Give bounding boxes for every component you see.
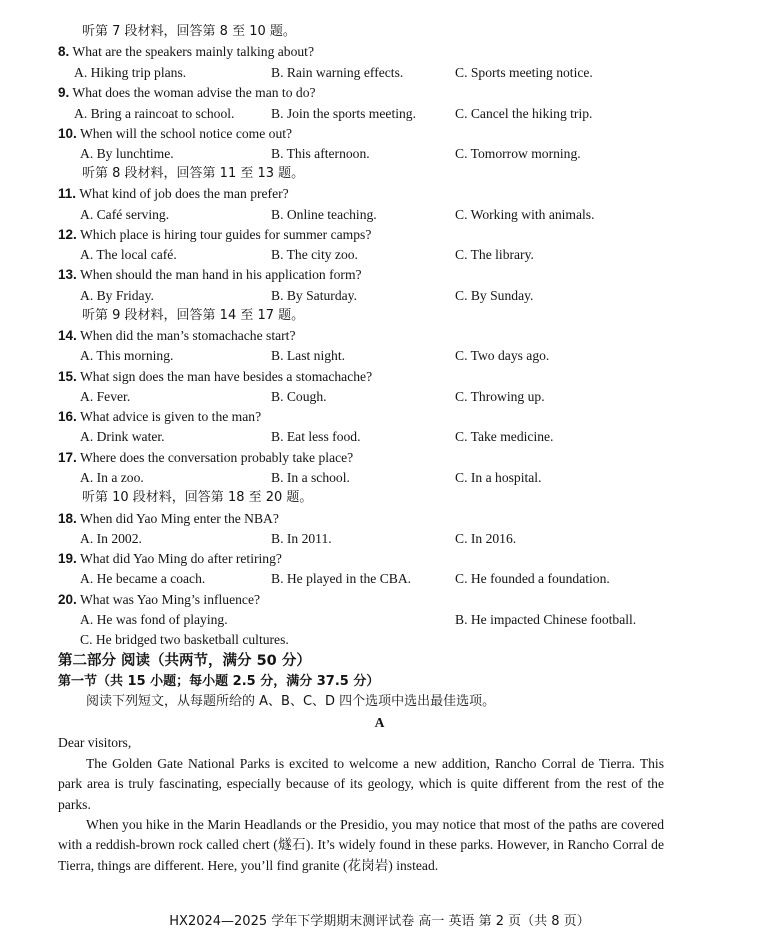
question-number: 16. [58,409,77,424]
listening-intro-8: 听第 8 段材料，回答第 11 至 13 题。 [82,166,305,181]
option-a: A. Café serving. [80,207,170,222]
question-text: What sign does the man have besides a stomachache? [79,369,373,384]
question-text: What was Yao Ming’s influence? [79,592,261,607]
option-b: B. By Saturday. [271,288,357,303]
question-9 [58,83,316,103]
passage-paragraph-1: The Golden Gate National Parks is excited to welcome a new addition, Rancho Corral de Tierra. This park area is truly fascinating, especially because of its geology, which is quite different from the rest of the parks. [58,756,664,812]
section1-title: 第一节（共 15 小题；每小题 2.5 分，满分 37.5 分） [58,674,380,689]
question-text: What advice is given to the man? [79,409,262,424]
listening-intro-7: 听第 7 段材料，回答第 8 至 10 题。 [82,24,296,39]
question-number: 10. [58,126,77,141]
question-12 [58,225,371,245]
option-b: B. In a school. [271,470,350,485]
option-c: C. He bridged two basketball cultures. [80,632,289,647]
question-number: 13. [58,267,77,282]
question-text: What are the speakers mainly talking about? [72,44,314,59]
option-c: C. Take medicine. [455,429,554,444]
option-b: B. The city zoo. [271,247,358,262]
option-b: B. Join the sports meeting. [271,106,416,121]
passage-paragraph-2: When you hike in the Marin Headlands or the Presidio, you may notice that most of the paths are covered with a reddish-brown rock called chert (燧石). It’s widely found in these parks. However, in Rancho Corral de Tierra, things are different. Here, you’ll find granite (花岗岩) instead. [58,817,664,873]
option-b: B. This afternoon. [271,146,370,161]
question-text: What did Yao Ming do after retiring? [79,551,282,566]
listening-intro-10: 听第 10 段材料，回答第 18 至 20 题。 [82,490,313,505]
question-number: 20. [58,592,77,607]
option-b: B. He impacted Chinese football. [455,612,637,627]
option-c: C. By Sunday. [455,288,534,303]
question-10 [58,124,292,144]
page-footer: HX2024—2025 学年下学期期末测评试卷 高一 英语 第 2 页（共 8 页） [169,914,590,929]
option-b: B. Rain warning effects. [271,65,404,80]
option-c: C. Sports meeting notice. [455,65,593,80]
option-a: A. Bring a raincoat to school. [74,106,235,121]
option-a: A. In 2002. [80,531,142,546]
option-c: C. The library. [455,247,534,262]
option-b: B. Eat less food. [271,429,361,444]
option-a: A. This morning. [80,348,174,363]
option-a: A. Fever. [80,389,131,404]
reading-instruction: 阅读下列短文，从每题所给的 A、B、C、D 四个选项中选出最佳选项。 [86,694,496,709]
option-b: B. Last night. [271,348,346,363]
option-a: A. He was fond of playing. [80,612,228,627]
question-18 [58,509,279,529]
letter-greeting: Dear visitors, [58,735,132,750]
listening-intro-9: 听第 9 段材料，回答第 14 至 17 题。 [82,308,305,323]
option-b: B. He played in the CBA. [271,571,412,586]
passage-label: A [374,715,385,730]
question-text: When did Yao Ming enter the NBA? [79,511,279,526]
question-text: Which place is hiring tour guides for summer camps? [79,227,372,242]
question-8 [58,42,314,62]
question-number: 14. [58,328,77,343]
question-17 [58,448,353,468]
question-13 [58,265,362,285]
option-a: A. Hiking trip plans. [74,65,187,80]
question-number: 17. [58,450,77,465]
option-a: A. In a zoo. [80,470,144,485]
question-number: 19. [58,551,77,566]
question-text: When should the man hand in his application form? [79,267,362,282]
question-number: 9. [58,85,70,100]
question-16 [58,407,261,427]
option-c: C. In 2016. [455,531,517,546]
part2-title: 第二部分 阅读（共两节，满分 50 分） [58,653,311,669]
question-15 [58,367,372,387]
question-text: What does the woman advise the man to do? [72,85,316,100]
option-b: B. In 2011. [271,531,332,546]
question-14 [58,326,295,346]
option-c: C. In a hospital. [455,470,542,485]
question-number: 18. [58,511,77,526]
option-a: A. The local café. [80,247,177,262]
option-a: A. By lunchtime. [80,146,174,161]
question-number: 12. [58,227,77,242]
question-20 [58,590,260,610]
question-text: When will the school notice come out? [79,126,293,141]
option-a: A. He became a coach. [80,571,206,586]
question-number: 11. [58,186,77,201]
option-c: C. Throwing up. [455,389,545,404]
question-text: What kind of job does the man prefer? [79,186,289,201]
option-c: C. He founded a foundation. [455,571,610,586]
option-c: C. Two days ago. [455,348,550,363]
option-c: C. Cancel the hiking trip. [455,106,593,121]
option-c: C. Tomorrow morning. [455,146,581,161]
question-19 [58,549,282,569]
option-b: B. Online teaching. [271,207,377,222]
question-number: 15. [58,369,77,384]
question-text: Where does the conversation probably take place? [79,450,354,465]
question-11 [58,184,289,204]
question-number: 8. [58,44,70,59]
option-a: A. By Friday. [80,288,154,303]
option-c: C. Working with animals. [455,207,595,222]
question-text: When did the man’s stomachache start? [79,328,296,343]
option-a: A. Drink water. [80,429,165,444]
option-b: B. Cough. [271,389,327,404]
